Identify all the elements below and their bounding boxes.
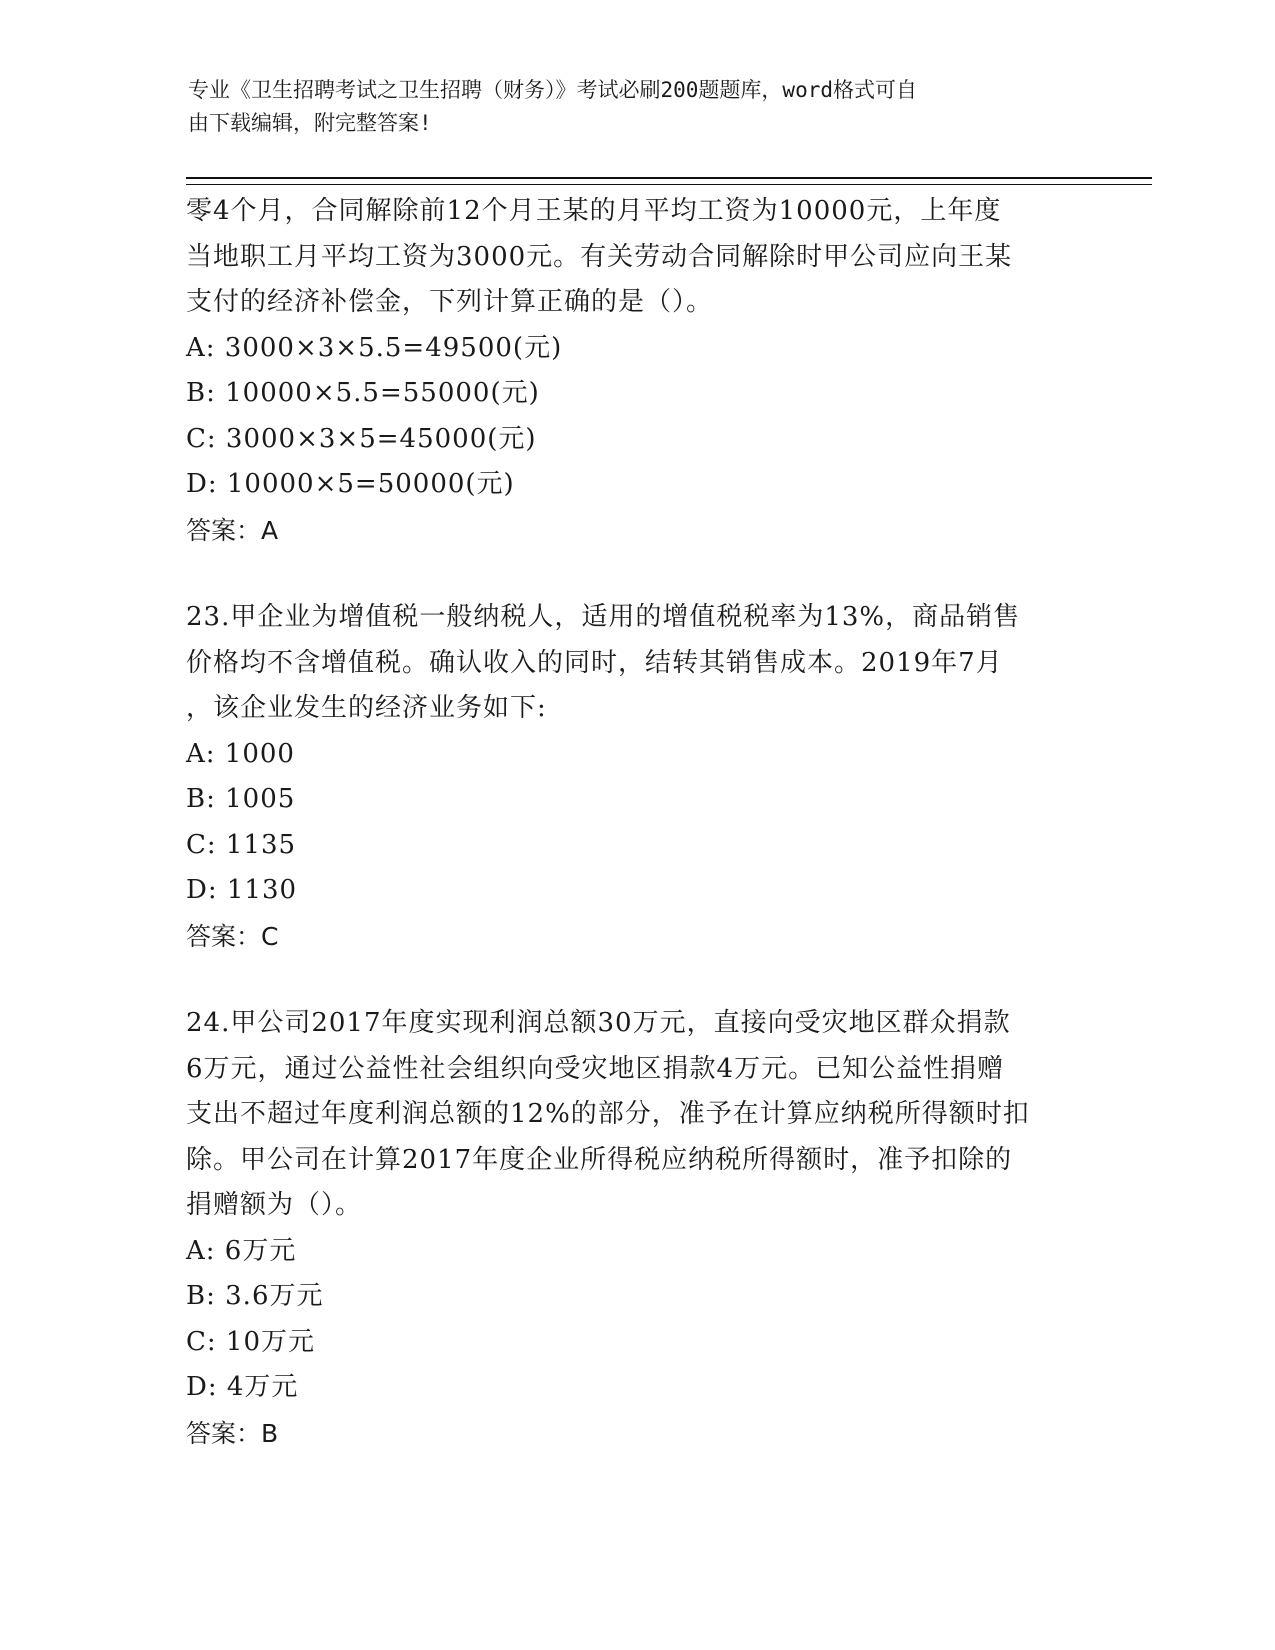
header-divider-thin xyxy=(186,184,1152,185)
question-stem-line: 价格均不含增值税。确认收入的同时，结转其销售成本。2019年7月 xyxy=(186,647,1003,678)
option-d: D: 1130 xyxy=(186,875,298,905)
option-d: D: 10000×5=50000(元) xyxy=(186,469,515,499)
question-stem-line: 当地职工月平均工资为3000元。有关劳动合同解除时甲公司应向王某 xyxy=(186,241,1013,272)
question-stem-line: 23.甲企业为增值税一般纳税人，适用的增值税税率为13%，商品销售 xyxy=(186,602,1021,632)
question-22 xyxy=(186,189,1086,553)
question-24 xyxy=(186,1001,1086,1456)
option-c: C: 1135 xyxy=(186,829,297,860)
question-stem-line: ，该企业发生的经济业务如下: xyxy=(186,693,547,723)
option-b: B: 3.6万元 xyxy=(186,1281,324,1311)
option-a: A: 6万元 xyxy=(186,1235,297,1266)
question-stem-line: 支付的经济补偿金，下列计算正确的是（）。 xyxy=(186,287,714,317)
option-a: A: 1000 xyxy=(186,738,295,769)
header-line-2: 由下载编辑，附完整答案! xyxy=(188,111,432,135)
option-d: D: 4万元 xyxy=(186,1372,299,1402)
answer: 答案：C xyxy=(186,921,279,951)
option-c: C: 10万元 xyxy=(186,1326,316,1357)
question-23 xyxy=(186,595,1086,959)
question-stem-line: 24.甲公司2017年度实现利润总额30万元，直接向受灾地区群众捐款 xyxy=(186,1008,1011,1038)
option-b: B: 1005 xyxy=(186,784,296,814)
question-stem-line: 除。甲公司在计算2017年度企业所得税应纳税所得额时，准予扣除的 xyxy=(186,1144,1013,1175)
answer: 答案：B xyxy=(186,1418,279,1448)
header-line-1: 专业《卫生招聘考试之卫生招聘（财务）》考试必刷200题题库，word格式可自 xyxy=(188,78,917,102)
document-header xyxy=(188,74,1088,140)
question-stem-line: 6万元，通过公益性社会组织向受灾地区捐款4万元。已知公益性捐赠 xyxy=(186,1053,1005,1084)
option-c: C: 3000×3×5=45000(元) xyxy=(186,423,537,454)
document-body xyxy=(186,189,1086,1498)
question-stem-line: 零4个月，合同解除前12个月王某的月平均工资为10000元，上年度 xyxy=(186,196,1002,226)
header-divider-thick xyxy=(186,177,1152,179)
question-stem-line: 捐赠额为（）。 xyxy=(186,1190,363,1220)
option-a: A: 3000×3×5.5=49500(元) xyxy=(186,332,563,363)
option-b: B: 10000×5.5=55000(元) xyxy=(186,378,540,408)
question-stem-line: 支出不超过年度利润总额的12%的部分，准予在计算应纳税所得额时扣 xyxy=(186,1099,1030,1129)
answer: 答案：A xyxy=(186,515,279,545)
